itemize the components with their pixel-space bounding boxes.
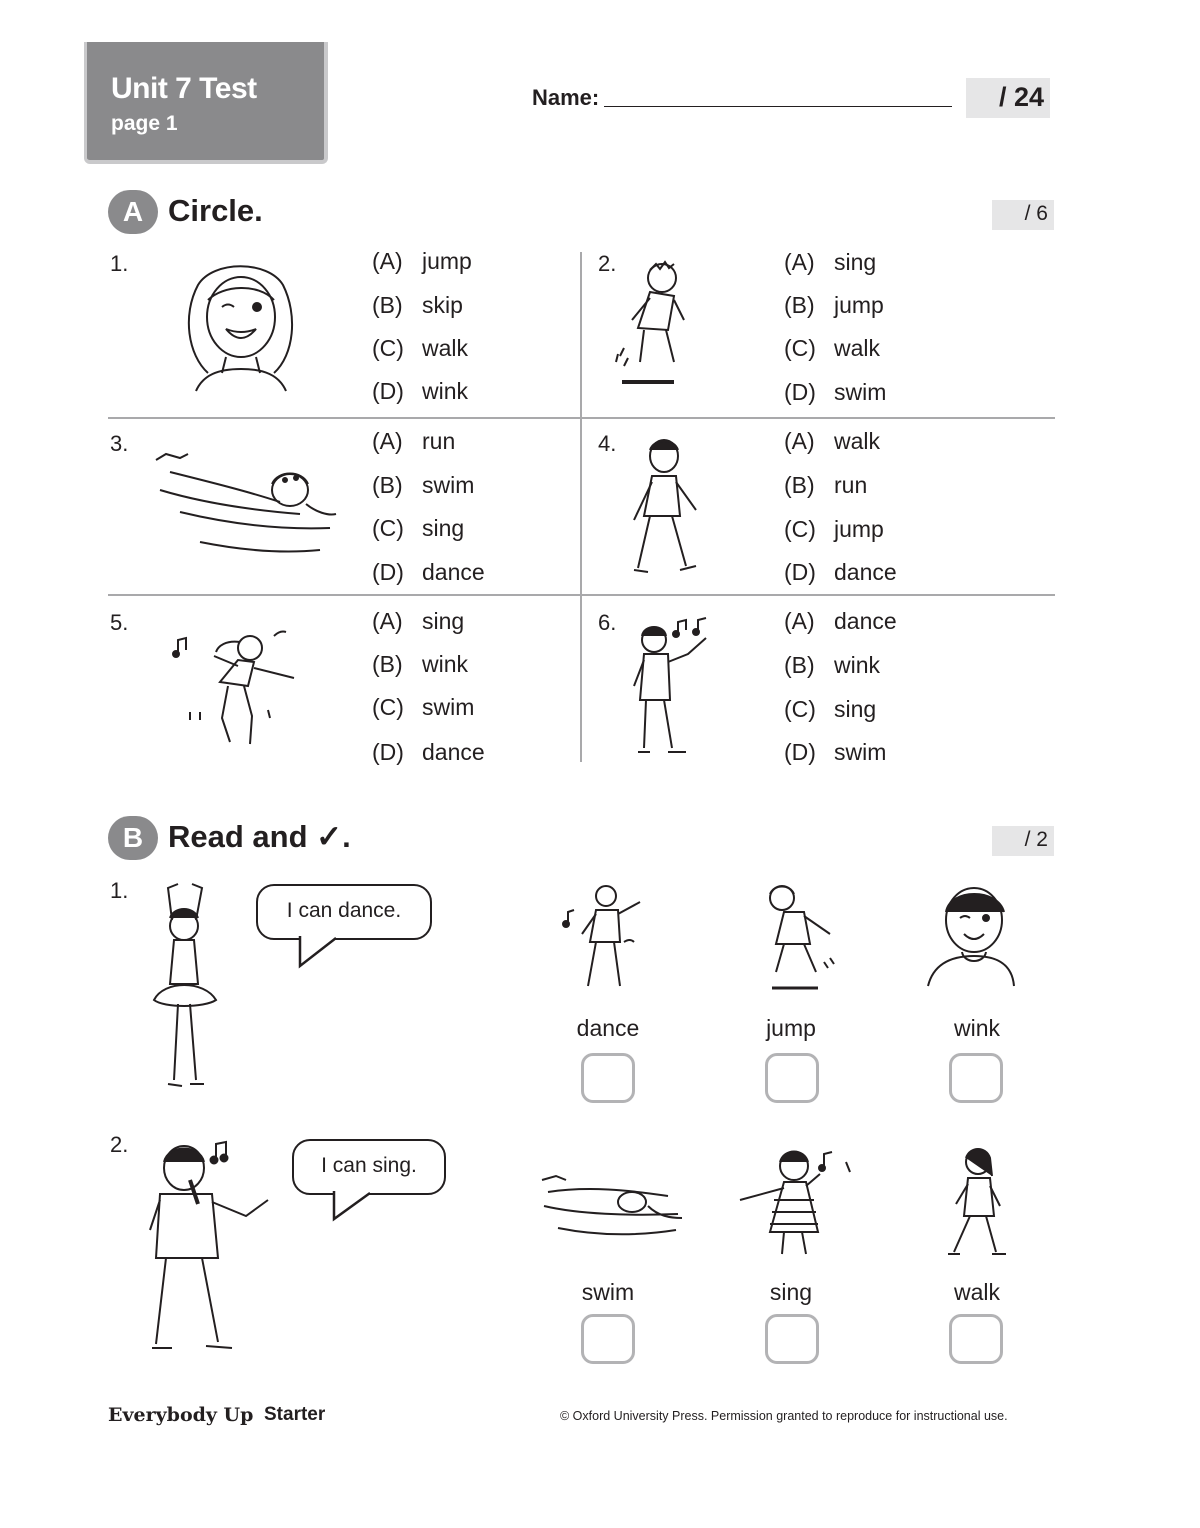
boy-jumping-icon [610,258,694,390]
boy-singing-icon [626,614,718,756]
question-number: 1. [110,878,129,903]
child-swimming-icon [538,1166,686,1240]
option-row[interactable]: (A) run [372,428,456,454]
question-number: 2. [110,1132,129,1157]
choice-label: sing [769,1279,813,1305]
grid-divider-row-1 [108,417,1055,419]
girl-dancing-icon [170,622,302,752]
girl-swimming-icon [150,442,342,564]
page-label: page 1 [111,112,178,135]
question-number: 5. [110,610,129,635]
grid-divider-row-2 [108,594,1055,596]
option-row[interactable]: (D) dance [372,559,485,585]
speech-bubble [292,1139,446,1195]
option-row[interactable]: (D) wink [372,378,469,404]
option-row[interactable]: (A) walk [784,428,881,454]
option-row[interactable]: (B) swim [372,472,475,498]
choice-label: swim [581,1279,635,1305]
choice-label: wink [953,1015,1000,1041]
option-row[interactable]: (A) jump [372,248,472,274]
girl-winking-icon [178,255,304,393]
choice-label: jump [766,1015,816,1041]
option-row[interactable]: (D) swim [784,379,887,405]
speech-bubble-tail [296,936,340,970]
speech-bubble-text: I can sing. [321,1154,417,1177]
option-row[interactable]: (D) swim [784,739,887,765]
option-row[interactable]: (C) sing [784,696,877,722]
boy-walking-icon [626,436,704,580]
option-row[interactable]: (A) dance [784,608,897,634]
choice-label: dance [576,1015,640,1041]
option-row[interactable]: (B) skip [372,292,463,318]
speech-bubble-text: I can dance. [286,899,402,922]
checkbox-walk[interactable] [949,1314,1003,1364]
girl-walking-icon [944,1146,1010,1260]
checkbox-jump[interactable] [765,1053,819,1103]
option-row[interactable]: (C) sing [372,515,465,541]
grid-divider-vertical [580,252,582,762]
section-b-title: Read and ✓. [168,819,351,854]
section-a-title: Circle. [168,193,263,228]
question-number: 6. [598,610,617,635]
option-row[interactable]: (B) wink [784,652,881,678]
ballerina-icon [144,880,226,1094]
question-number: 1. [110,251,129,276]
question-number: 2. [598,251,617,276]
option-row[interactable]: (B) jump [784,292,884,318]
footer-brand: Everybody Up [108,1404,254,1426]
name-input-line[interactable] [604,106,952,107]
name-label: Name: [532,85,600,110]
section-a-badge: A [108,190,158,234]
checkbox-swim[interactable] [581,1314,635,1364]
boy-winking-icon [924,882,1018,990]
footer-copyright: © Oxford University Press. Permission granted to reproduce for instructional use. [560,1409,1008,1423]
boy-dancing-icon [560,882,656,992]
checkbox-dance[interactable] [581,1053,635,1103]
speech-bubble [256,884,432,940]
option-row[interactable]: (D) dance [372,739,485,765]
section-b-badge: B [108,816,158,860]
option-row[interactable]: (C) swim [372,694,475,720]
girl-singing-icon [734,1144,858,1258]
checkbox-wink[interactable] [949,1053,1003,1103]
option-row[interactable]: (C) walk [784,335,881,361]
option-row[interactable]: (A) sing [372,608,465,634]
total-score-box: / 24 [966,78,1050,118]
section-b-score: / 2 [992,826,1054,856]
speech-bubble-tail [330,1191,374,1223]
choice-label: walk [953,1279,1000,1305]
boy-jumping-icon [754,882,842,994]
question-number: 4. [598,431,617,456]
question-number: 3. [110,431,129,456]
option-row[interactable]: (C) walk [372,335,469,361]
unit-header-tab [84,42,328,164]
option-row[interactable]: (D) dance [784,559,897,585]
checkbox-sing[interactable] [765,1314,819,1364]
unit-title: Unit 7 Test [111,72,257,105]
option-row[interactable]: (B) wink [372,651,469,677]
section-a-score: / 6 [992,200,1054,230]
option-row[interactable]: (C) jump [784,516,884,542]
option-row[interactable]: (A) sing [784,249,877,275]
boy-singing-microphone-icon [146,1134,276,1360]
option-row[interactable]: (B) run [784,472,868,498]
footer-level: Starter [264,1404,326,1425]
